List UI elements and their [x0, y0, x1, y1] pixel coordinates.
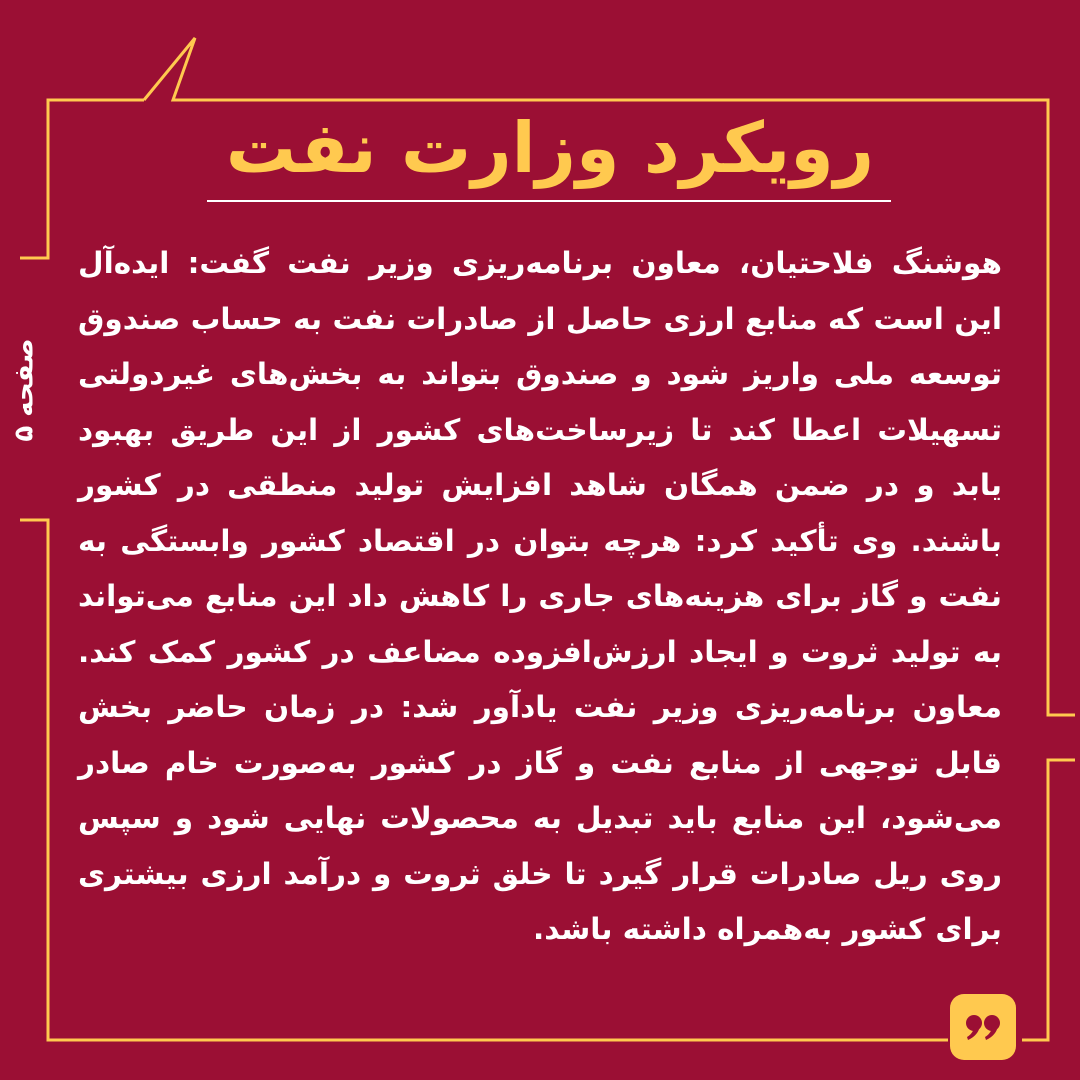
article-body: هوشنگ فلاحتیان، معاون برنامه‌ریزی وزیر نفت گفت: ایده‌آل این است که منابع ارزی حاصل از صادرات نفت به حساب صندوق توسعه ملی واریز شود و صندوق بتواند به بخش‌های غیردولتی تسهیلات اعطا کند تا زیرساخت‌های کشور از این طریق بهبود یابد و در ضمن همگان شاهد افزایش تولید منطقی در کشور باشند. وی تأکید کرد: هرچه بتوان در اقتصاد کشور وابستگی به نفت و گاز برای هزینه‌های جاری را کاهش داد این منابع می‌تواند به تولید ثروت و ایجاد ارزش‌افزوده مضاعف در کشور کمک کند. معاون برنامه‌ریزی وزیر نفت یادآور شد: در زمان حاضر بخش قابل توجهی از منابع نفت و گاز در کشور به‌صورت خام صادر می‌شود، این منابع باید تبدیل به محصولات نهایی شود و سپس روی ریل صادرات قرار گیرد تا خلق ثروت و درآمد ارزی بیشتری برای کشور به‌همراه داشته باشد.: [78, 246, 1002, 946]
page-title: رویکرد وزارت نفت: [225, 107, 875, 189]
page-number-label: [0, 310, 50, 470]
title-divider: [207, 200, 891, 202]
quote-icon: [963, 1011, 1003, 1043]
page-number-text: صفحه ۵: [10, 338, 40, 442]
quote-badge: [950, 994, 1016, 1060]
